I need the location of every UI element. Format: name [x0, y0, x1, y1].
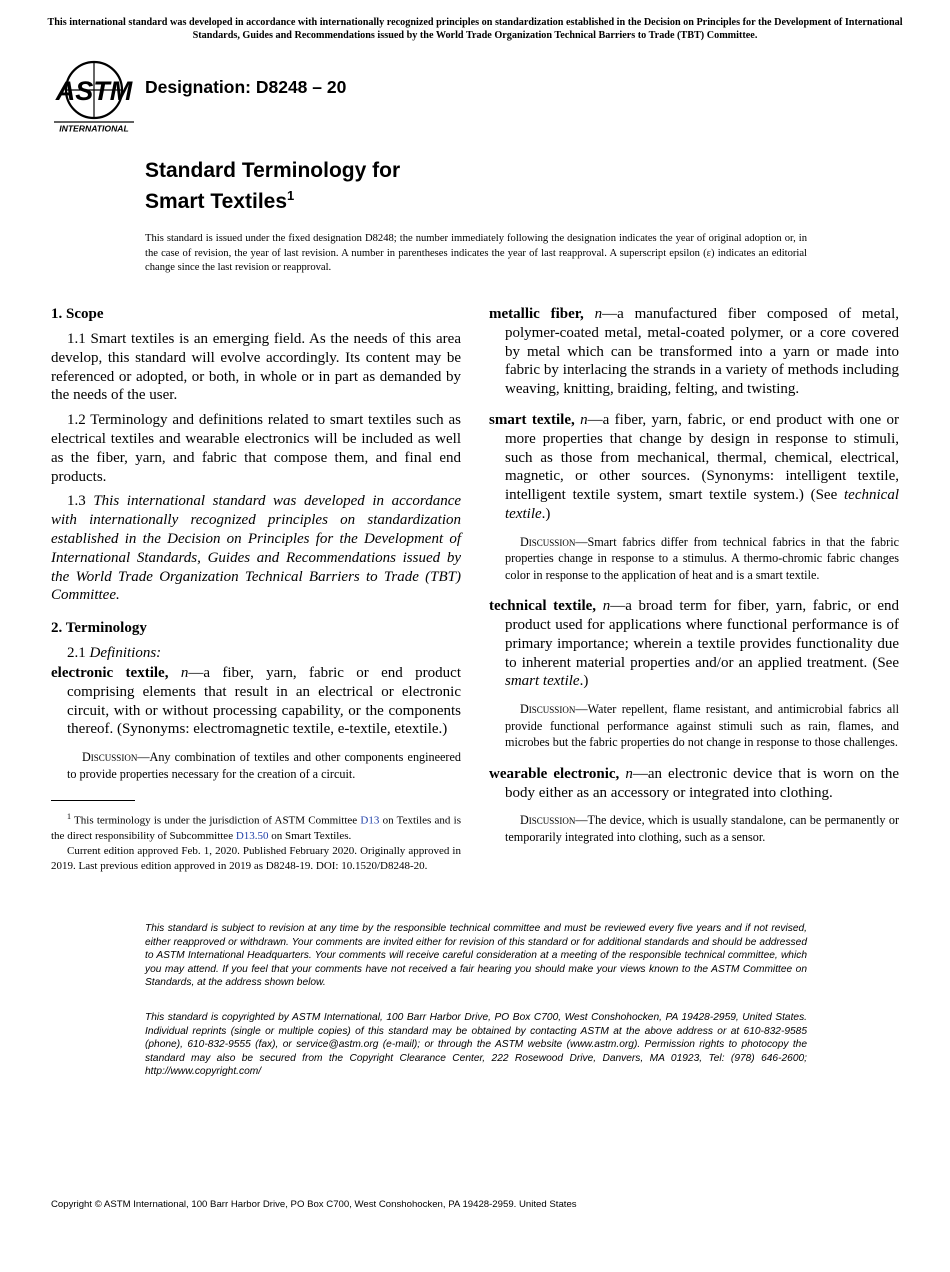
issued-note: This standard is issued under the fixed designation D8248; the number immediately following the designation indicates the year of original adoption or, in the case of revision, the year of last revision. A number in parentheses indicates the year of last reapproval. A superscript epsilon (ε) indicates an editorial change since the last revision or reapproval.: [145, 233, 807, 274]
definition-wearable-electronic: wearable electronic, n—an electronic device that is worn on the body either as an accessory or integrated into clothing.: [489, 765, 900, 801]
definition-electronic-textile: electronic textile, n—a fiber, yarn, fabric or end product comprising elements that result in an electrical or electronic circuit, with or without processing capability, or the components thereof. (Synonyms: electromagnetic textile, e-textile, etextile.): [51, 664, 461, 738]
scope-paragraph-1: 1.1 Smart textiles is an emerging field. As the needs of this area develop, this standard will evolve accordingly. Its content may be referenced or adopted, or both, in whole or in part as demanded by the needs of the user.: [51, 331, 461, 404]
scope-heading: 1. Scope: [51, 306, 104, 322]
definitions-subheading: 2.1 Definitions:: [67, 645, 162, 662]
footnote-edition: Current edition approved Feb. 1, 2020. Published February 2020. Originally approved in 2019. Last previous edition approved in 2019 as D8248-19. DOI: 10.1520/D8248-20.: [51, 844, 461, 872]
footnote-1: $^1$ This terminology is under the jurisdiction of ASTM Committee D13 on Textiles and is the direct responsibility of Subcommittee D13.50 on Smart Textiles.: [51, 812, 461, 842]
discussion-electronic-textile: Discussion—Any combination of textiles and other components engineered to provide properties necessary for the creation of a circuit.: [67, 750, 461, 781]
wto-notice: This international standard was developed in accordance with internationally recognized principles on standardization established in the Decision on Principles for the Development of International Standards, Guides and Recommendations issued by the World Trade Organization Technical Barriers to Trade (TBT) Committee.: [47, 17, 903, 41]
subcommittee-link[interactable]: D13.50: [235, 829, 269, 842]
scope-paragraph-2: 1.2 Terminology and definitions related to smart textiles such as electrical textiles and wearable electronics will be included as well as the fiber, yarn, and fabric that compose them, and final end products.: [51, 412, 461, 485]
copyright-notice: This standard is copyrighted by ASTM International, 100 Barr Harbor Drive, PO Box C700, West Conshohocken, PA 19428-2959, United States. Individual reprints (single or multiple copies) of this standard may be obtained by contacting ASTM at the above address or at 610-832-9585 (phone), 610-832-9555 (fax), or service@astm.org (e-mail); or through the ASTM website (www.astm.org). Permission rights to photocopy the standard may also be secured from the Copyright Clearance Center, 222 Rosewood Drive, Danvers, MA 01923, Tel: (978) 646-2600; http://www.copyright.com/: [145, 1012, 807, 1078]
terminology-heading: 2. Terminology: [51, 620, 147, 637]
astm-logo: [52, 58, 136, 134]
discussion-wearable-electronic: Discussion—The device, which is usually standalone, can be permanently or temporarily integrated into clothing, such as a sensor.: [505, 813, 899, 844]
page-title: [145, 158, 400, 214]
title-line-2: Smart Textiles$^1$: [145, 188, 295, 213]
logo-text: ASTM: [55, 76, 133, 106]
discussion-smart-textile: Discussion—Smart fabrics differ from technical fabrics in that the fabric properties change in response to a stimulus. A thermo-chromic fabric changes color in response to the application of heat and is a smart textile.: [505, 534, 899, 582]
discussion-technical-textile: Discussion—Water repellent, flame resistant, and antimicrobial fabrics all provide functional performance against stimuli such as rain, flames, and microbes but the fabric properties do not change in response to those challenges.: [505, 702, 899, 750]
definition-smart-textile: smart textile, n—a fiber, yarn, fabric, or end product with one or more properties that change by design in response to stimuli, such as those from mechanical, thermal, chemical, electrical, magnetic, or other sources. (Synonyms: intelligent textile, intelligent textile system, smart textile system.) (See technical textile.): [489, 411, 899, 522]
definition-metallic-fiber: metallic fiber, n—a manufactured fiber composed of metal, polymer-coated metal, metal-coated polymer, or a core covered by metal which can be transformed into a yarn or made into fabric by interlacing the strands in a variety of methods including weaving, knitting, braiding, felting, and twisting.: [489, 306, 899, 398]
title-footnote-mark: 1: [287, 188, 295, 203]
scope-paragraph-3: 1.3 This international standard was developed in accordance with internationally recognized principles on standardization established in the Decision on Principles for the Development of International Standards, Guides and Recommendations issued by the World Trade Organization Technical Barriers to Trade (TBT) Committee.: [51, 493, 462, 604]
left-column: [51, 305, 461, 874]
designation: Designation: D8248 – 20: [145, 77, 347, 97]
definition-technical-textile: technical textile, n—a broad term for fiber, yarn, fabric, or end product used for applications where functional performance is of primary importance; wherein a textile provides functionality due to inherent material properties and/or an applied treatment. (See smart textile.): [489, 598, 899, 690]
page-footer: Copyright © ASTM International, 100 Barr Harbor Drive, PO Box C700, West Conshohocken, PA 19428-2959. United States: [51, 1199, 577, 1210]
right-column: [489, 305, 899, 857]
committee-link[interactable]: D13: [360, 814, 380, 827]
logo-subtext: INTERNATIONAL: [59, 123, 129, 134]
footnote-rule: [51, 800, 135, 801]
title-line-1: Standard Terminology for: [145, 159, 401, 182]
revision-notice: This standard is subject to revision at any time by the responsible technical committee and must be reviewed every five years and if not revised, either reapproved or withdrawn. Your comments are invited either for revision of this standard or for additional standards and should be addressed to ASTM International Headquarters. Your comments will receive careful consideration at a meeting of the responsible technical committee, which you may attend. If you feel that your comments have not received a fair hearing you should make your views known to the ASTM Committee on Standards, at the address shown below.: [145, 923, 807, 989]
